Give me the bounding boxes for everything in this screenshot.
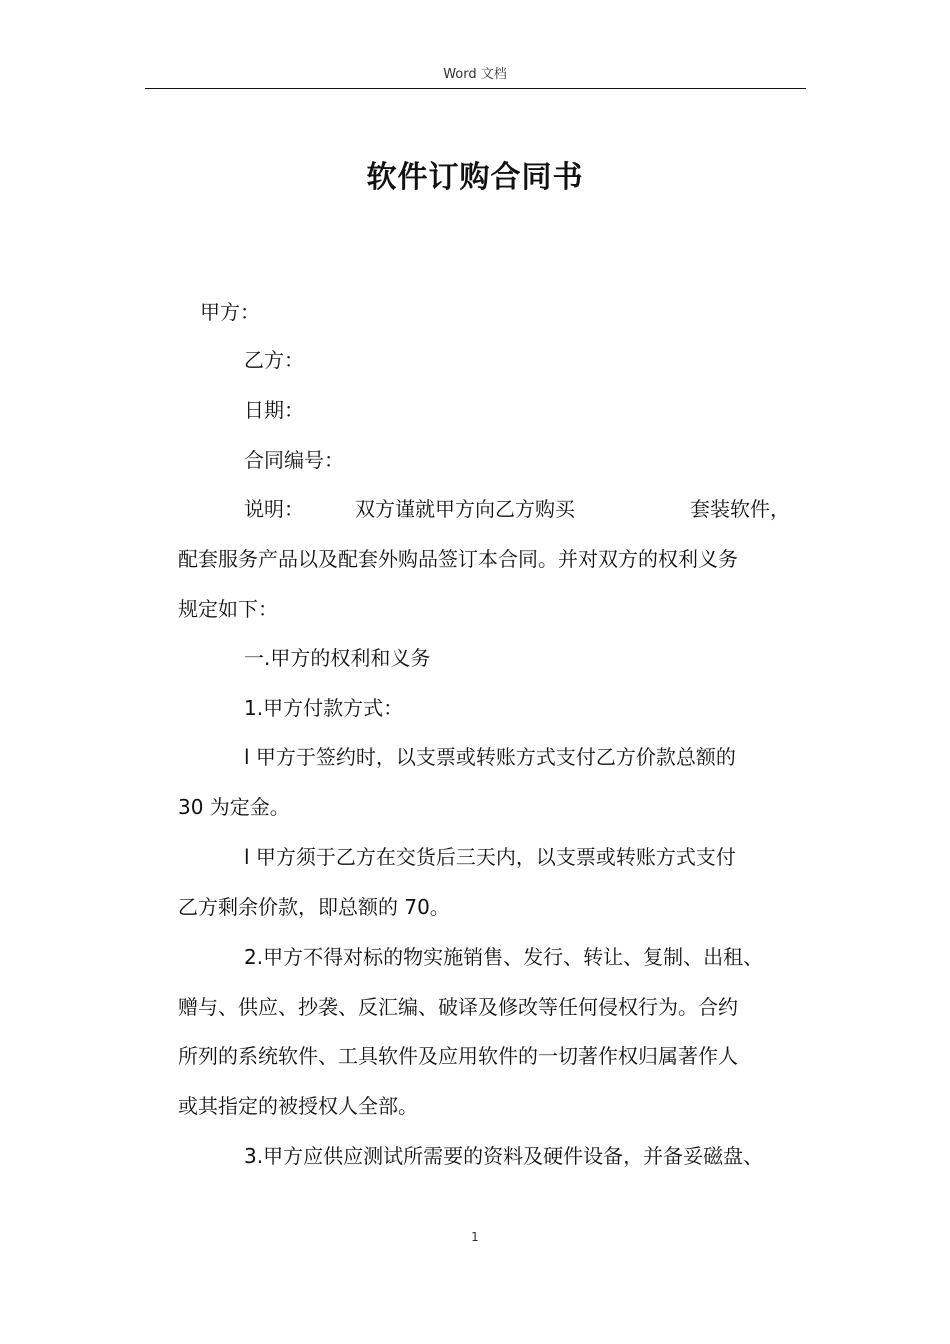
document-title: 软件订购合同书 <box>366 160 584 195</box>
clause-3-line-1: 3.甲方应供应测试所需要的资料及硬件设备，并备妥磁盘、 <box>244 1144 764 1168</box>
contract-number-line: 合同编号： <box>244 448 344 472</box>
note-text-part-2: 套装软件， <box>690 497 790 521</box>
header-divider <box>145 88 806 89</box>
clause-1-heading: 1.甲方付款方式： <box>244 696 404 720</box>
clause-1a-line-2: 30 为定金。 <box>178 795 290 819</box>
note-label: 说明： <box>244 497 304 521</box>
party-b-line: 乙方： <box>244 348 304 372</box>
date-line: 日期： <box>244 398 304 422</box>
note-line-3: 规定如下： <box>178 597 278 621</box>
clause-2-line-4: 或其指定的被授权人全部。 <box>178 1094 418 1118</box>
note-line-2: 配套服务产品以及配套外购品签订本合同。并对双方的权利义务 <box>178 547 738 571</box>
clause-2-line-1: 2.甲方不得对标的物实施销售、发行、转让、复制、出租、 <box>244 945 764 969</box>
clause-1b-line-1: l 甲方须于乙方在交货后三天内，以支票或转账方式支付 <box>244 845 736 869</box>
section-heading-1: 一.甲方的权利和义务 <box>244 646 431 670</box>
clause-1b-line-2: 乙方剩余价款，即总额的 70。 <box>178 895 450 919</box>
clause-1a-line-1: l 甲方于签约时，以支票或转账方式支付乙方价款总额的 <box>244 745 736 769</box>
page-number: 1 <box>471 1230 479 1244</box>
clause-2-line-3: 所列的系统软件、工具软件及应用软件的一切著作权归属著作人 <box>178 1044 738 1068</box>
note-text-part-1: 双方谨就甲方向乙方购买 <box>355 497 575 521</box>
party-a-line: 甲方： <box>200 300 260 324</box>
clause-2-line-2: 赠与、供应、抄袭、反汇编、破译及修改等任何侵权行为。合约 <box>178 995 738 1019</box>
page-header: Word 文档 <box>443 67 507 82</box>
